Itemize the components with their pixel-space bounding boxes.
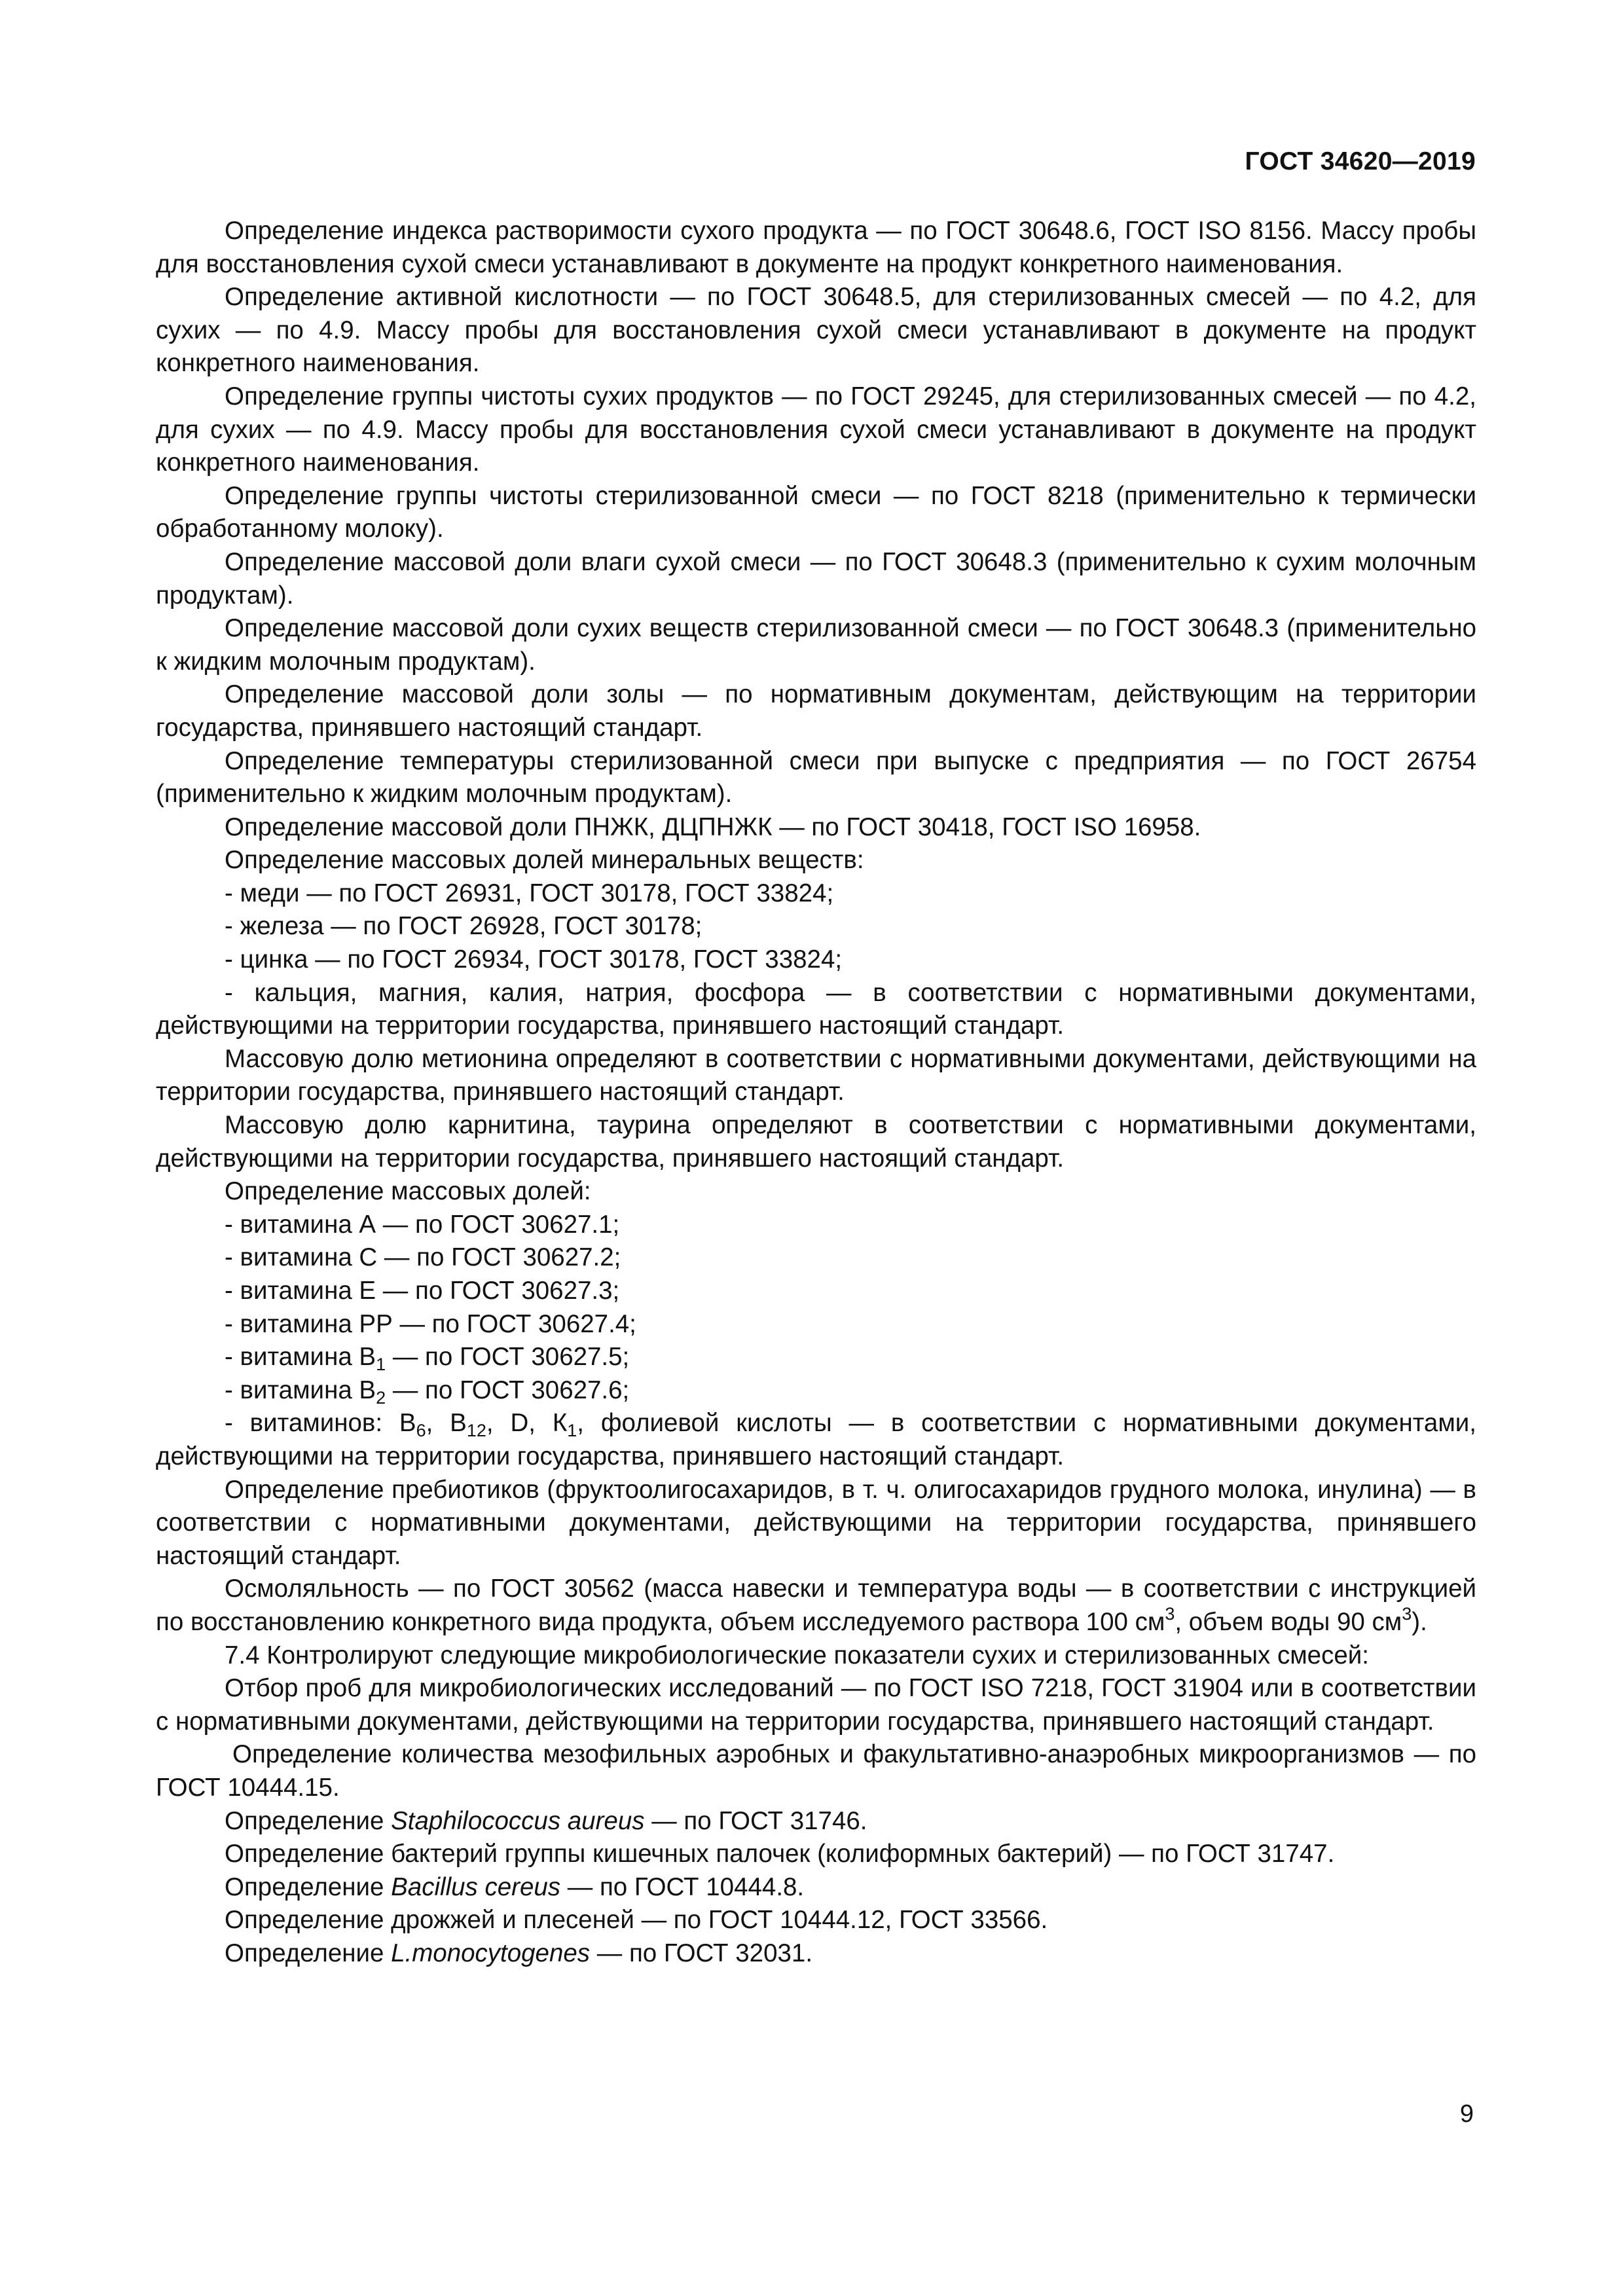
- standard-header: ГОСТ 34620—2019: [1245, 147, 1476, 175]
- paragraph: Массовую долю карнитина, таурина определяют в соответствии с нормативными документами, действующими на территории государства, принявшего настоящий стандарт.: [156, 1111, 1476, 1173]
- list-item: - кальция, магния, калия, натрия, фосфора — в соответствии с нормативными документами, действующими на территории государства, принявшего настоящий стандарт.: [156, 978, 1476, 1040]
- list-item: - цинка — по ГОСТ 26934, ГОСТ 30178, ГОСТ 33824;: [225, 945, 843, 974]
- paragraph: Определение бактерий группы кишечных палочек (колиформных бактерий) — по ГОСТ 31747.: [225, 1840, 1335, 1868]
- paragraph: Определение массовых долей:: [225, 1177, 591, 1206]
- list-item: - витамина А — по ГОСТ 30627.1;: [225, 1210, 620, 1239]
- paragraph: Определение массовых долей минеральных веществ:: [225, 846, 864, 875]
- paragraph: Осмоляльность — по ГОСТ 30562 (масса навески и температура воды — в соответствии с инструкцией по восстановлению конкретного вида продукта, объем исследуемого раствора 100 $см^3$, объем воды 90 $см^3$).: [156, 1575, 1476, 1636]
- paragraph: Определение массовой доли золы — по нормативным документам, действующим на территории государства, принявшего настоящий стандарт.: [156, 680, 1476, 742]
- list-item: - меди — по ГОСТ 26931, ГОСТ 30178, ГОСТ 33824;: [225, 879, 834, 907]
- paragraph: Определение Staphilococcus aureus — по ГОСТ 31746.: [225, 1806, 867, 1835]
- paragraph: Определение группы чистоты сухих продуктов — по ГОСТ 29245, для стерилизованных смесей — по 4.2, для сухих — по 4.9. Массу пробы для восстановления сухой смеси устанавливают в документе на продукт конкретного наименования.: [156, 382, 1476, 477]
- paragraph: Определение количества мезофильных аэробных и факультативно-анаэробных микроорганизмов — по ГОСТ 10444.15.: [156, 1740, 1476, 1802]
- paragraph: Определение L.monocytogenes — по ГОСТ 32031.: [225, 1939, 813, 1967]
- document-body: [156, 215, 1476, 1970]
- paragraph: Определение пребиотиков (фруктоолигосахаридов, в т. ч. олигосахаридов грудного молока, инулина) — в соответствии с нормативными документами, действующими на территории государства, принявшего настоящий стандарт.: [156, 1475, 1476, 1570]
- paragraph: Определение массовой доли ПНЖК, ДЦПНЖК — по ГОСТ 30418, ГОСТ ISO 16958.: [225, 812, 1201, 841]
- page-number: 9: [1459, 2100, 1474, 2128]
- list-item: - железа — по ГОСТ 26928, ГОСТ 30178;: [225, 912, 702, 941]
- paragraph: Определение массовой доли влаги сухой смеси — по ГОСТ 30648.3 (применительно к сухим молочным продуктам).: [156, 547, 1476, 610]
- section-paragraph: 7.4 Контролируют следующие микробиологические показатели сухих и стерилизованных смесей:: [225, 1641, 1369, 1669]
- list-item: - витамина РР — по ГОСТ 30627.4;: [225, 1309, 636, 1338]
- list-item: - витамина С — по ГОСТ 30627.2;: [225, 1243, 621, 1272]
- paragraph: Определение дрожжей и плесеней — по ГОСТ 10444.12, ГОСТ 33566.: [225, 1906, 1048, 1935]
- paragraph: Определение температуры стерилизованной смеси при выпуске с предприятия — по ГОСТ 26754 (применительно к жидким молочным продуктам).: [156, 746, 1476, 809]
- paragraph: Определение индекса растворимости сухого продукта — по ГОСТ 30648.6, ГОСТ ISO 8156. Массу пробы для восстановления сухой смеси устанавливают в документе на продукт конкретного наименования.: [156, 217, 1476, 278]
- list-item: - витаминов: $В_6$, $В_{12}$, D, $К_1$, фолиевой кислоты — в соответствии с нормативными документами, действующими на территории государства, принявшего настоящий стандарт.: [156, 1409, 1476, 1470]
- paragraph: Отбор проб для микробиологических исследований — по ГОСТ ISO 7218, ГОСТ 31904 или в соответствии с нормативными документами, действующими на территории государства, принявшего настоящий стандарт.: [156, 1674, 1476, 1736]
- list-item: - витамина $В_1$ — по ГОСТ 30627.5;: [225, 1343, 630, 1375]
- paragraph: Определение активной кислотности — по ГОСТ 30648.5, для стерилизованных смесей — по 4.2, для сухих — по 4.9. Массу пробы для восстановления сухой смеси устанавливают в документе на продукт конкретного наименования.: [156, 283, 1476, 378]
- paragraph: Массовую долю метионина определяют в соответствии с нормативными документами, действующими на территории государства, принявшего настоящий стандарт.: [156, 1044, 1476, 1106]
- paragraph: Определение Bacillus cereus — по ГОСТ 10444.8.: [225, 1872, 805, 1901]
- paragraph: Определение массовой доли сухих веществ стерилизованной смеси — по ГОСТ 30648.3 (применительно к жидким молочным продуктам).: [156, 614, 1476, 676]
- paragraph: Определение группы чистоты стерилизованной смеси — по ГОСТ 8218 (применительно к термически обработанному молоку).: [156, 481, 1476, 543]
- list-item: - витамина $В_2$ — по ГОСТ 30627.6;: [225, 1376, 630, 1408]
- list-item: - витамина Е — по ГОСТ 30627.3;: [225, 1277, 620, 1305]
